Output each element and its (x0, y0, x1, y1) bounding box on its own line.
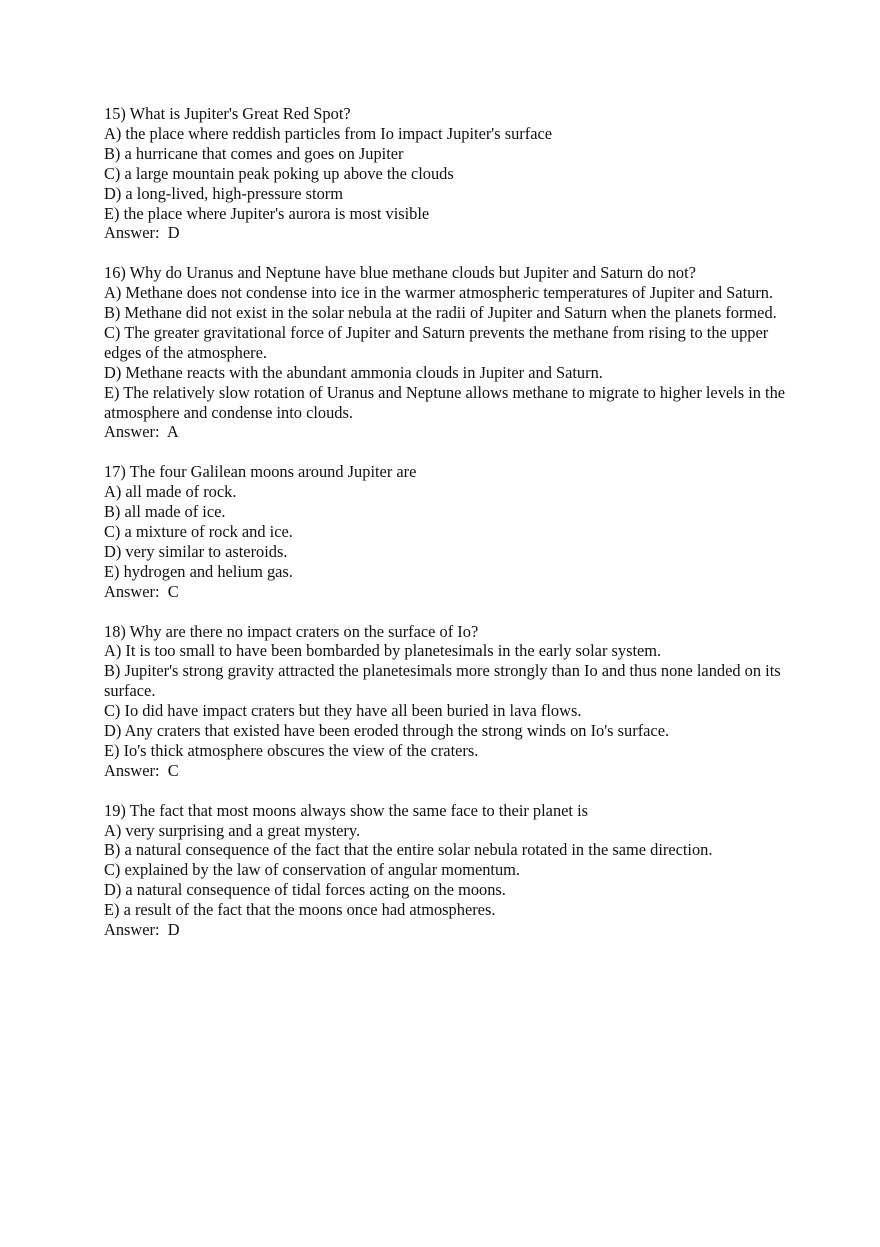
answer-key: Answer: C (104, 760, 179, 780)
question-prompt: 17) The four Galilean moons around Jupiter are (104, 462, 417, 482)
option-b: B) Jupiter's strong gravity attracted the planetesimals more strongly than Io and thus none landed on its surface. (104, 661, 781, 701)
question-prompt: 18) Why are there no impact craters on the surface of Io? (104, 621, 479, 641)
option-c: C) explained by the law of conservation of angular momentum. (104, 860, 521, 880)
option-c: C) Io did have impact craters but they have all been buried in lava flows. (104, 701, 582, 721)
answer-key: Answer: D (104, 223, 180, 243)
option-a: A) very surprising and a great mystery. (104, 820, 361, 840)
question-prompt: 19) The fact that most moons always show the same face to their planet is (104, 800, 589, 820)
option-a: A) all made of rock. (104, 482, 237, 502)
option-d: D) a natural consequence of tidal forces acting on the moons. (104, 880, 506, 900)
option-c: C) The greater gravitational force of Jupiter and Saturn prevents the methane from rising to the upper edges of the atmosphere. (104, 322, 769, 362)
question-16 (104, 263, 794, 442)
question-17 (104, 462, 794, 601)
answer-key: Answer: C (104, 581, 179, 601)
document-page (104, 104, 794, 960)
option-b: B) all made of ice. (104, 502, 226, 522)
option-e: E) the place where Jupiter's aurora is most visible (104, 203, 430, 223)
option-b: B) a hurricane that comes and goes on Jupiter (104, 143, 404, 163)
option-c: C) a mixture of rock and ice. (104, 522, 293, 541)
option-d: D) a long-lived, high-pressure storm (104, 183, 343, 203)
option-e: E) hydrogen and helium gas. (104, 561, 293, 581)
option-b: B) a natural consequence of the fact that the entire solar nebula rotated in the same direction. (104, 840, 713, 860)
option-b: B) Methane did not exist in the solar nebula at the radii of Jupiter and Saturn when the planets formed. (104, 303, 777, 323)
option-e: E) Io's thick atmosphere obscures the view of the craters. (104, 740, 479, 760)
question-prompt: 16) Why do Uranus and Neptune have blue methane clouds but Jupiter and Saturn do not? (104, 263, 696, 283)
option-a: A) It is too small to have been bombarded by planetesimals in the early solar system. (104, 641, 662, 661)
question-15 (104, 104, 794, 243)
option-e: E) The relatively slow rotation of Uranus and Neptune allows methane to migrate to higher levels in the atmosphere and condense into clouds. (104, 382, 786, 422)
option-c: C) a large mountain peak poking up above the clouds (104, 163, 454, 183)
option-e: E) a result of the fact that the moons once had atmospheres. (104, 900, 496, 920)
option-a: A) Methane does not condense into ice in the warmer atmospheric temperatures of Jupiter and Saturn. (104, 283, 774, 303)
option-d: D) Methane reacts with the abundant ammonia clouds in Jupiter and Saturn. (104, 362, 603, 382)
question-18 (104, 622, 794, 781)
question-19 (104, 801, 794, 940)
question-prompt: 15) What is Jupiter's Great Red Spot? (104, 104, 351, 123)
answer-key: Answer: A (104, 422, 179, 442)
option-d: D) Any craters that existed have been eroded through the strong winds on Io's surface. (104, 721, 670, 741)
option-a: A) the place where reddish particles from Io impact Jupiter's surface (104, 123, 553, 143)
answer-key: Answer: D (104, 920, 180, 940)
option-d: D) very similar to asteroids. (104, 541, 288, 561)
